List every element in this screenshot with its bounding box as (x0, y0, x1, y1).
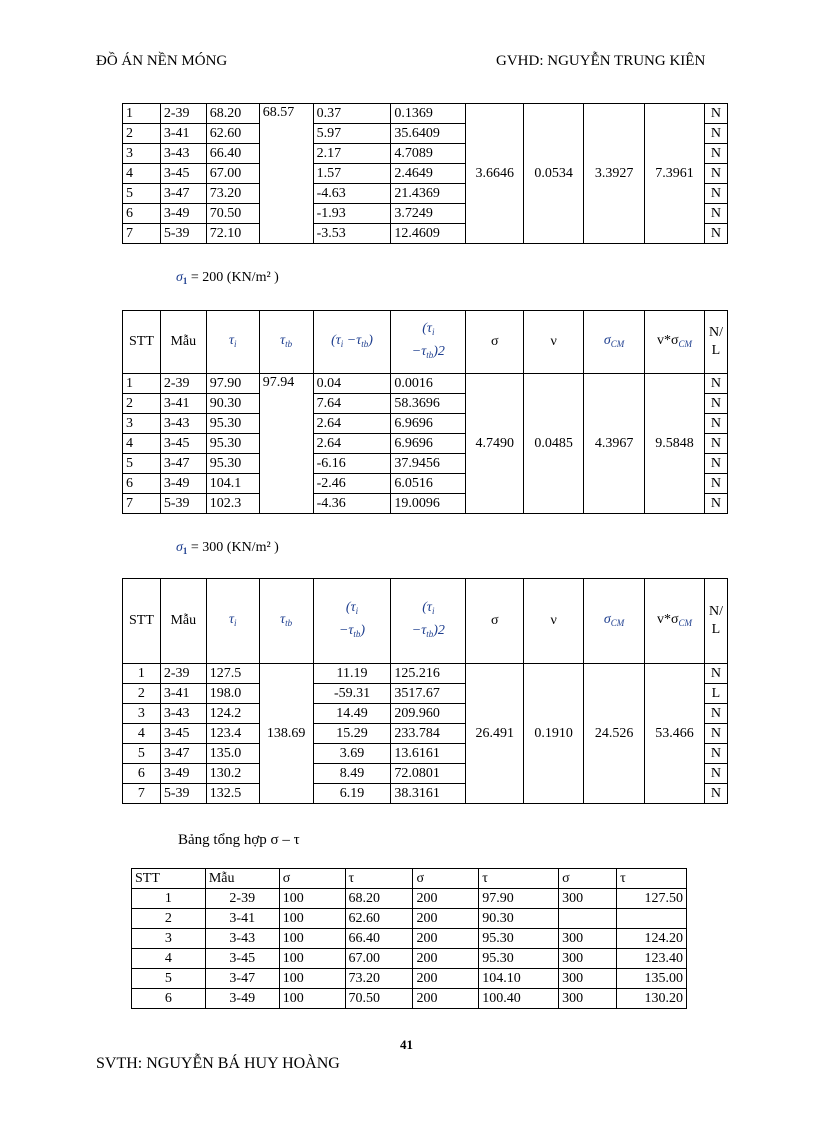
cell-tau-i: 198.0 (206, 684, 259, 704)
table-sigma-300 (122, 578, 728, 804)
cell-diff-squared: 37.9456 (391, 454, 466, 474)
cell-diff: 0.04 (313, 374, 391, 394)
cell-tau-i: 135.0 (206, 744, 259, 764)
cell-stt: 6 (123, 764, 161, 784)
cell-tau-tb: 138.69 (259, 664, 313, 804)
summary-cell: 100 (279, 949, 345, 969)
cell-stt: 3 (123, 414, 161, 434)
cell-tau-i: 95.30 (206, 414, 259, 434)
cell-diff-squared: 209.960 (391, 704, 466, 724)
summary-cell: 135.00 (617, 969, 687, 989)
summary-cell: 200 (413, 909, 479, 929)
summary-header-cell: τ (617, 869, 687, 889)
cell-diff-squared: 2.4649 (391, 164, 466, 184)
cell-stt: 3 (123, 144, 161, 164)
summary-cell: 1 (132, 889, 206, 909)
section-sigma-200: $\sigma_1 = 200$ (KN/m² ) (176, 270, 279, 286)
cell-diff-squared: 13.6161 (391, 744, 466, 764)
cell-mau: 3-41 (160, 124, 206, 144)
cell-sigma-cm: 24.526 (584, 664, 645, 804)
header-v-sigma-cm: $v*\sigma_{CM}$ (645, 579, 705, 664)
header-left: ĐỒ ÁN NỀN MÓNG (96, 53, 228, 69)
summary-cell: 100 (279, 929, 345, 949)
summary-cell: 123.40 (617, 949, 687, 969)
cell-nl: N (704, 454, 727, 474)
summary-cell: 300 (559, 969, 617, 989)
cell-nl: N (704, 184, 727, 204)
cell-nl: N (704, 494, 727, 514)
cell-diff-squared: 0.1369 (391, 104, 466, 124)
cell-nl: N (704, 374, 727, 394)
cell-stt: 3 (123, 704, 161, 724)
cell-tau-i: 132.5 (206, 784, 259, 804)
summary-cell: 68.20 (345, 889, 413, 909)
page-number: 41 (400, 1037, 413, 1052)
cell-diff-squared: 21.4369 (391, 184, 466, 204)
summary-cell: 62.60 (345, 909, 413, 929)
cell-diff: 15.29 (313, 724, 391, 744)
summary-cell: 95.30 (479, 949, 559, 969)
cell-diff: 8.49 (313, 764, 391, 784)
summary-cell: 200 (413, 929, 479, 949)
cell-stt: 7 (123, 494, 161, 514)
cell-mau: 2-39 (160, 104, 206, 124)
summary-cell: 70.50 (345, 989, 413, 1009)
summary-cell: 73.20 (345, 969, 413, 989)
cell-diff: 11.19 (313, 664, 391, 684)
cell-diff: -4.63 (313, 184, 391, 204)
cell-v: 0.0534 (524, 104, 584, 244)
cell-diff: 7.64 (313, 394, 391, 414)
cell-tau-i: 67.00 (206, 164, 259, 184)
cell-diff: -2.46 (313, 474, 391, 494)
summary-cell: 130.20 (617, 989, 687, 1009)
summary-title: Bảng tổng hợp σ – τ (178, 832, 300, 848)
header-nl: N/L (704, 311, 727, 374)
cell-diff: 2.64 (313, 434, 391, 454)
cell-v-sigma-cm: 9.5848 (645, 374, 705, 514)
cell-mau: 3-41 (160, 684, 206, 704)
cell-sigma: 26.491 (466, 664, 524, 804)
cell-stt: 6 (123, 204, 161, 224)
summary-cell: 300 (559, 889, 617, 909)
cell-v-sigma-cm: 7.3961 (645, 104, 705, 244)
section-sigma-300: $\sigma_1 = 300$ (KN/m² ) (176, 540, 279, 556)
cell-stt: 4 (123, 164, 161, 184)
cell-nl: N (704, 704, 727, 724)
summary-cell: 3-45 (205, 949, 279, 969)
summary-cell: 200 (413, 989, 479, 1009)
summary-cell: 100.40 (479, 989, 559, 1009)
cell-nl: N (704, 664, 727, 684)
cell-stt: 2 (123, 394, 161, 414)
table-sigma-100 (122, 103, 728, 244)
cell-diff: 2.64 (313, 414, 391, 434)
cell-diff: 0.37 (313, 104, 391, 124)
table-sigma-200 (122, 310, 728, 514)
cell-diff-squared: 38.3161 (391, 784, 466, 804)
summary-cell: 100 (279, 889, 345, 909)
summary-cell: 124.20 (617, 929, 687, 949)
cell-nl: N (704, 144, 727, 164)
cell-stt: 1 (123, 374, 161, 394)
cell-mau: 2-39 (160, 664, 206, 684)
cell-diff-squared: 3517.67 (391, 684, 466, 704)
summary-cell: 3-47 (205, 969, 279, 989)
table-header-row (123, 311, 728, 374)
cell-stt: 4 (123, 724, 161, 744)
cell-mau: 3-49 (160, 474, 206, 494)
cell-diff-squared: 58.3696 (391, 394, 466, 414)
cell-diff-squared: 12.4609 (391, 224, 466, 244)
cell-mau: 3-41 (160, 394, 206, 414)
cell-diff: -4.36 (313, 494, 391, 514)
summary-cell: 100 (279, 989, 345, 1009)
cell-stt: 2 (123, 124, 161, 144)
cell-tau-i: 102.3 (206, 494, 259, 514)
header-mau: Mẫu (160, 579, 206, 664)
summary-cell (559, 909, 617, 929)
footer-student: SVTH: NGUYỄN BÁ HUY HOÀNG (96, 1055, 340, 1072)
cell-mau: 3-45 (160, 434, 206, 454)
cell-stt: 2 (123, 684, 161, 704)
header-tau-tb: $\tau_{tb}$ (259, 311, 313, 374)
cell-nl: N (704, 764, 727, 784)
header-right: GVHD: NGUYỄN TRUNG KIÊN (496, 53, 706, 69)
cell-tau-i: 66.40 (206, 144, 259, 164)
cell-nl: N (704, 414, 727, 434)
cell-stt: 4 (123, 434, 161, 454)
header-v: ν (524, 579, 584, 664)
cell-nl: N (704, 124, 727, 144)
cell-diff-squared: 6.0516 (391, 474, 466, 494)
summary-cell: 67.00 (345, 949, 413, 969)
cell-nl: L (704, 684, 727, 704)
cell-mau: 3-43 (160, 144, 206, 164)
cell-tau-i: 72.10 (206, 224, 259, 244)
cell-tau-i: 104.1 (206, 474, 259, 494)
cell-diff: 14.49 (313, 704, 391, 724)
cell-mau: 3-45 (160, 164, 206, 184)
cell-tau-i: 68.20 (206, 104, 259, 124)
summary-header-cell: σ (279, 869, 345, 889)
table-row (123, 664, 728, 684)
cell-mau: 3-49 (160, 764, 206, 784)
header-diff: $(\tau_i -\tau_{tb})$ (313, 311, 391, 374)
header-tau-tb: $\tau_{tb}$ (259, 579, 313, 664)
summary-cell: 90.30 (479, 909, 559, 929)
cell-mau: 3-47 (160, 744, 206, 764)
cell-diff: -6.16 (313, 454, 391, 474)
cell-v: 0.0485 (524, 374, 584, 514)
header-v-sigma-cm: $v*\sigma_{CM}$ (645, 311, 705, 374)
header-tau-i: $\tau_i$ (206, 311, 259, 374)
header-diff-squared: ($\tau_i$ $-\tau_{tb})2$ (391, 579, 466, 664)
summary-cell: 104.10 (479, 969, 559, 989)
summary-cell: 4 (132, 949, 206, 969)
summary-cell: 200 (413, 949, 479, 969)
summary-header-cell: Mẫu (205, 869, 279, 889)
cell-sigma-cm: 3.3927 (584, 104, 645, 244)
summary-cell: 300 (559, 989, 617, 1009)
cell-diff-squared: 233.784 (391, 724, 466, 744)
summary-header-cell: σ (413, 869, 479, 889)
cell-stt: 1 (123, 664, 161, 684)
cell-mau: 3-47 (160, 454, 206, 474)
cell-tau-i: 90.30 (206, 394, 259, 414)
summary-cell: 3-41 (205, 909, 279, 929)
cell-diff-squared: 72.0801 (391, 764, 466, 784)
summary-row (132, 889, 687, 909)
cell-mau: 3-45 (160, 724, 206, 744)
cell-nl: N (704, 164, 727, 184)
cell-tau-i: 97.90 (206, 374, 259, 394)
cell-diff: -1.93 (313, 204, 391, 224)
summary-cell: 200 (413, 889, 479, 909)
summary-cell: 95.30 (479, 929, 559, 949)
cell-tau-i: 73.20 (206, 184, 259, 204)
summary-cell: 300 (559, 929, 617, 949)
cell-tau-i: 123.4 (206, 724, 259, 744)
cell-nl: N (704, 434, 727, 454)
cell-tau-i: 95.30 (206, 434, 259, 454)
cell-v-sigma-cm: 53.466 (645, 664, 705, 804)
cell-diff: 1.57 (313, 164, 391, 184)
header-stt: STT (123, 311, 161, 374)
summary-cell: 66.40 (345, 929, 413, 949)
summary-header-cell: STT (132, 869, 206, 889)
header-mau: Mẫu (160, 311, 206, 374)
cell-diff: 6.19 (313, 784, 391, 804)
summary-cell: 3-49 (205, 989, 279, 1009)
cell-stt: 5 (123, 744, 161, 764)
header-stt: STT (123, 579, 161, 664)
cell-mau: 3-43 (160, 704, 206, 724)
table-row (123, 104, 728, 124)
cell-mau: 2-39 (160, 374, 206, 394)
cell-tau-tb: 97.94 (259, 374, 313, 514)
cell-tau-i: 95.30 (206, 454, 259, 474)
cell-stt: 1 (123, 104, 161, 124)
cell-sigma: 3.6646 (466, 104, 524, 244)
summary-table (131, 868, 687, 1009)
cell-diff-squared: 4.7089 (391, 144, 466, 164)
cell-nl: N (704, 724, 727, 744)
summary-header-row (132, 869, 687, 889)
cell-diff: -59.31 (313, 684, 391, 704)
summary-cell: 300 (559, 949, 617, 969)
summary-row (132, 949, 687, 969)
cell-tau-i: 124.2 (206, 704, 259, 724)
summary-cell: 5 (132, 969, 206, 989)
cell-nl: N (704, 744, 727, 764)
cell-mau: 5-39 (160, 784, 206, 804)
cell-diff-squared: 0.0016 (391, 374, 466, 394)
summary-cell: 2-39 (205, 889, 279, 909)
cell-mau: 3-49 (160, 204, 206, 224)
summary-row (132, 929, 687, 949)
header-diff-squared: ($\tau_i$ $-\tau_{tb})2$ (391, 311, 466, 374)
cell-mau: 3-43 (160, 414, 206, 434)
summary-header-cell: σ (559, 869, 617, 889)
cell-diff-squared: 35.6409 (391, 124, 466, 144)
cell-nl: N (704, 394, 727, 414)
header-tau-i: $\tau_i$ (206, 579, 259, 664)
cell-mau: 5-39 (160, 224, 206, 244)
header-sigma-cm: $\sigma_{CM}$ (584, 579, 645, 664)
summary-cell: 2 (132, 909, 206, 929)
summary-cell: 200 (413, 969, 479, 989)
summary-cell: 97.90 (479, 889, 559, 909)
cell-diff-squared: 6.9696 (391, 414, 466, 434)
cell-diff: -3.53 (313, 224, 391, 244)
cell-diff-squared: 3.7249 (391, 204, 466, 224)
cell-stt: 7 (123, 784, 161, 804)
cell-mau: 3-47 (160, 184, 206, 204)
cell-nl: N (704, 784, 727, 804)
cell-stt: 5 (123, 454, 161, 474)
cell-stt: 7 (123, 224, 161, 244)
cell-stt: 6 (123, 474, 161, 494)
cell-tau-i: 62.60 (206, 124, 259, 144)
summary-cell: 3 (132, 929, 206, 949)
cell-diff-squared: 125.216 (391, 664, 466, 684)
table-row (123, 374, 728, 394)
cell-diff-squared: 6.9696 (391, 434, 466, 454)
cell-nl: N (704, 204, 727, 224)
summary-cell: 127.50 (617, 889, 687, 909)
cell-v: 0.1910 (524, 664, 584, 804)
summary-cell: 100 (279, 969, 345, 989)
table-header-row (123, 579, 728, 664)
header-sigma: σ (466, 579, 524, 664)
cell-diff: 2.17 (313, 144, 391, 164)
summary-cell: 3-43 (205, 929, 279, 949)
header-diff: ($\tau_i$ $-\tau_{tb}$) (313, 579, 391, 664)
header-v: ν (524, 311, 584, 374)
cell-sigma: 4.7490 (466, 374, 524, 514)
header-sigma-cm: $\sigma_{CM}$ (584, 311, 645, 374)
header-nl: N/L (704, 579, 727, 664)
header-sigma: σ (466, 311, 524, 374)
summary-row (132, 989, 687, 1009)
cell-tau-i: 130.2 (206, 764, 259, 784)
cell-nl: N (704, 224, 727, 244)
cell-tau-i: 127.5 (206, 664, 259, 684)
summary-header-cell: τ (479, 869, 559, 889)
cell-sigma-cm: 4.3967 (584, 374, 645, 514)
summary-cell: 100 (279, 909, 345, 929)
summary-row (132, 969, 687, 989)
summary-row (132, 909, 687, 929)
summary-cell (617, 909, 687, 929)
cell-tau-tb: 68.57 (259, 104, 313, 244)
summary-header-cell: τ (345, 869, 413, 889)
cell-tau-i: 70.50 (206, 204, 259, 224)
cell-nl: N (704, 474, 727, 494)
cell-diff: 5.97 (313, 124, 391, 144)
cell-stt: 5 (123, 184, 161, 204)
cell-diff: 3.69 (313, 744, 391, 764)
summary-cell: 6 (132, 989, 206, 1009)
cell-mau: 5-39 (160, 494, 206, 514)
cell-nl: N (704, 104, 727, 124)
cell-diff-squared: 19.0096 (391, 494, 466, 514)
